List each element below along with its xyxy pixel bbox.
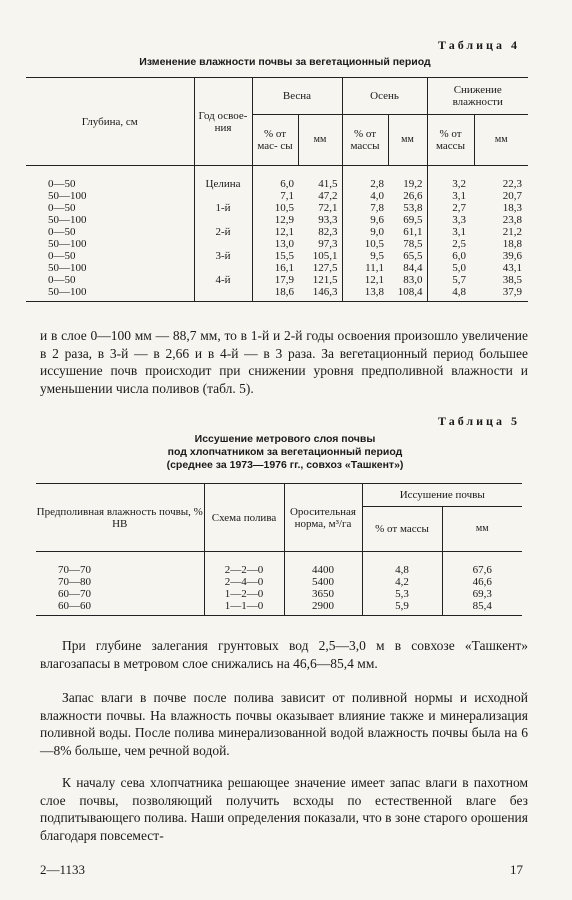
table-cell-depth: 50—100 xyxy=(26,214,194,226)
table-cell-year xyxy=(194,214,252,226)
table-cell-d_mm: 39,6 xyxy=(502,250,522,262)
table-cell-s_pct: 15,5 xyxy=(274,250,294,262)
table-cell-a_pct: 12,1 xyxy=(364,274,384,286)
table-cell-s_mm: 41,5 xyxy=(298,166,342,191)
table-cell-d_mm: 18,3 xyxy=(502,202,522,214)
table-cell-norm: 4400 xyxy=(284,552,362,577)
table-row xyxy=(26,274,528,286)
paragraph-1: и в слое 0—100 мм — 88,7 мм, то в 1-й и 2-й годы освоения произошло увеличение в 2 раза, в 3-й — в 2,66 и в 4-й — в 3 раза. За вегетационный период большее иссушение почв происходит при снижении уровня предполивной влажности и уменьшении числа поливов (табл. 5). xyxy=(40,328,528,396)
table5-title-line-1: Иссушение метрового слоя почвы xyxy=(194,433,376,445)
table-cell-a_mm: 53,8 xyxy=(388,202,427,214)
table-cell-depth: 50—100 xyxy=(26,262,194,274)
table4-header-autumn-pct: % от массы xyxy=(342,115,388,166)
table4-header-year: Год освое- ния xyxy=(194,78,252,166)
table5-header-pct: % от массы xyxy=(362,507,442,552)
table-cell-depth: 0—50 xyxy=(26,250,194,262)
table-row xyxy=(26,238,528,250)
table-cell-s_mm: 97,3 xyxy=(298,238,342,250)
table-cell-a_pct: 9,0 xyxy=(370,226,384,238)
table-cell-pre: 60—70 xyxy=(36,588,204,600)
table5-header-scheme: Схема полива xyxy=(204,484,284,552)
table-cell-year xyxy=(194,286,252,302)
table-cell-mm: 69,3 xyxy=(472,588,492,600)
table-cell-pct: 4,2 xyxy=(362,576,442,588)
table-cell-d_mm: 21,2 xyxy=(502,226,522,238)
table-row xyxy=(26,226,528,238)
table-cell-s_mm: 121,5 xyxy=(298,274,342,286)
table-cell-a_mm: 69,5 xyxy=(388,214,427,226)
table-cell-a_mm: 26,6 xyxy=(388,190,427,202)
table-cell-year: 4-й xyxy=(194,274,252,286)
table-cell-a_mm: 65,5 xyxy=(388,250,427,262)
table5-header-mm: мм xyxy=(442,507,522,552)
table-cell-s_pct: 16,1 xyxy=(274,262,294,274)
table4-header-spring-pct: % от мас- сы xyxy=(252,115,298,166)
table-cell-s_pct: 12,1 xyxy=(274,226,294,238)
table-cell-d_pct: 3,2 xyxy=(452,178,466,190)
table-cell-s_mm: 93,3 xyxy=(298,214,342,226)
table-cell-a_pct: 13,8 xyxy=(364,286,384,298)
table-cell-s_mm: 105,1 xyxy=(298,250,342,262)
table-cell-d_pct: 3,3 xyxy=(452,214,466,226)
table-cell-a_pct: 10,5 xyxy=(364,238,384,250)
table-cell-d_pct: 5,7 xyxy=(452,274,466,286)
table-cell-d_mm: 38,5 xyxy=(502,274,522,286)
table-cell-s_mm: 72,1 xyxy=(298,202,342,214)
table-cell-depth: 50—100 xyxy=(26,190,194,202)
printer-signature: 2—1133 xyxy=(40,862,86,877)
table-cell-s_mm: 82,3 xyxy=(298,226,342,238)
table4-caption: Таблица 4 xyxy=(438,38,520,52)
table-cell-s_mm: 127,5 xyxy=(298,262,342,274)
table-cell-depth: 50—100 xyxy=(26,286,194,302)
table5-header-pre: Предполивная влажность почвы, % НВ xyxy=(36,484,204,552)
table-cell-s_pct: 17,9 xyxy=(274,274,294,286)
table4-header-autumn: Осень xyxy=(342,78,427,115)
table-cell-norm: 3650 xyxy=(284,588,362,600)
table5-title-line-3: (среднее за 1973—1976 гг., совхоз «Ташкент») xyxy=(166,459,404,471)
table-cell-year: Целина xyxy=(194,166,252,191)
table4-header-autumn-mm: мм xyxy=(388,115,427,166)
table-cell-depth: 0—50 xyxy=(26,202,194,214)
table-cell-d_pct: 3,1 xyxy=(452,226,466,238)
table-cell-d_pct: 6,0 xyxy=(452,250,466,262)
table-row xyxy=(36,588,522,600)
table-cell-year xyxy=(194,262,252,274)
table-row xyxy=(26,262,528,274)
table4-header-decrease-pct: % от массы xyxy=(427,115,474,166)
table-cell-a_mm: 84,4 xyxy=(388,262,427,274)
table-row xyxy=(26,190,528,202)
paragraph-4: К началу сева хлопчатника решающее значение имеет запас влаги в пахотном слое почвы, позволяющий получить всходы по естественной влаге без подпитывающего полива. Наши определения показали, что в зоне старого орошения благодаря повсемест- xyxy=(40,775,528,843)
table-cell-year: 2-й xyxy=(194,226,252,238)
table-cell-mm: 46,6 xyxy=(472,576,492,588)
table-cell-year xyxy=(194,238,252,250)
table-cell-s_pct: 12,9 xyxy=(274,214,294,226)
table-cell-s_pct: 13,0 xyxy=(274,238,294,250)
table-cell-s_pct: 10,5 xyxy=(274,202,294,214)
table-cell-pre: 70—80 xyxy=(36,576,204,588)
table-cell-depth: 0—50 xyxy=(26,226,194,238)
table5-header-drying: Иссушение почвы xyxy=(362,484,522,507)
table4-header-spring: Весна xyxy=(252,78,342,115)
table-cell-pct: 4,8 xyxy=(362,552,442,577)
table-cell-pre: 60—60 xyxy=(36,600,204,616)
table-row xyxy=(26,202,528,214)
paragraph-2: При глубине залегания грунтовых вод 2,5—3,0 м в совхозе «Ташкент» влагозапасы в метровом слое снижались на 46,6—85,4 мм. xyxy=(40,638,528,671)
table-cell-d_mm: 22,3 xyxy=(502,178,522,190)
table-cell-depth: 0—50 xyxy=(26,274,194,286)
table-row xyxy=(36,600,522,616)
table-cell-a_mm: 108,4 xyxy=(388,286,427,302)
table-cell-norm: 5400 xyxy=(284,576,362,588)
table-cell-a_pct: 11,1 xyxy=(365,262,384,274)
table4-title: Изменение влажности почвы за вегетационный период xyxy=(139,56,431,68)
table-cell-s_pct: 6,0 xyxy=(280,178,294,190)
table-cell-year: 1-й xyxy=(194,202,252,214)
table-cell-year xyxy=(194,190,252,202)
paragraph-3: Запас влаги в почве после полива зависит от поливной нормы и исходной влажности почвы. На влажность почвы оказывает влияние также и минерализация поливной воды. После полива минерализованной водой влажность почвы была на 6—8% больше, чем речной водой. xyxy=(40,690,528,758)
table-cell-scheme: 1—2—0 xyxy=(204,588,284,600)
table-cell-d_mm: 23,8 xyxy=(502,214,522,226)
table-cell-a_mm: 78,5 xyxy=(388,238,427,250)
table-cell-d_mm: 20,7 xyxy=(502,190,522,202)
table-cell-mm: 67,6 xyxy=(472,564,492,576)
page-number: 17 xyxy=(510,862,523,877)
table4-header-decrease: Снижение влажности xyxy=(427,78,528,115)
table4 xyxy=(26,77,528,302)
table-cell-a_mm: 19,2 xyxy=(388,166,427,191)
table-cell-scheme: 1—1—0 xyxy=(204,600,284,616)
table4-header-depth: Глубина, см xyxy=(26,78,194,166)
table5-header-norm: Оросительная норма, м³/га xyxy=(284,484,362,552)
table-row xyxy=(26,214,528,226)
table-cell-s_pct: 18,6 xyxy=(274,286,294,298)
table-cell-scheme: 2—2—0 xyxy=(204,552,284,577)
table-cell-scheme: 2—4—0 xyxy=(204,576,284,588)
table-cell-d_mm: 37,9 xyxy=(502,286,522,298)
table-cell-d_mm: 43,1 xyxy=(502,262,522,274)
table-cell-pre: 70—70 xyxy=(36,552,204,577)
table-row xyxy=(26,286,528,302)
table-cell-depth: 50—100 xyxy=(26,238,194,250)
table-cell-mm: 85,4 xyxy=(472,600,492,612)
table-cell-norm: 2900 xyxy=(284,600,362,616)
table5 xyxy=(36,483,522,616)
table-cell-a_pct: 4,0 xyxy=(370,190,384,202)
table-cell-a_pct: 2,8 xyxy=(370,178,384,190)
table-row xyxy=(36,552,522,577)
table-cell-s_pct: 7,1 xyxy=(280,190,294,202)
table-cell-a_pct: 7,8 xyxy=(370,202,384,214)
table-cell-a_pct: 9,5 xyxy=(370,250,384,262)
table-row xyxy=(26,166,528,191)
table-cell-a_pct: 9,6 xyxy=(370,214,384,226)
table-cell-depth: 0—50 xyxy=(26,166,194,191)
table5-caption: Таблица 5 xyxy=(438,414,520,428)
table-cell-year: 3-й xyxy=(194,250,252,262)
table-cell-d_pct: 4,8 xyxy=(452,286,466,298)
table-cell-d_pct: 5,0 xyxy=(452,262,466,274)
table4-header-spring-mm: мм xyxy=(298,115,342,166)
table-cell-pct: 5,9 xyxy=(362,600,442,616)
table-row xyxy=(26,250,528,262)
table-cell-a_mm: 83,0 xyxy=(388,274,427,286)
table4-header-decrease-mm: мм xyxy=(474,115,528,166)
table5-title-line-2: под хлопчатником за вегетационный период xyxy=(167,446,403,458)
table-cell-pct: 5,3 xyxy=(362,588,442,600)
table-cell-a_mm: 61,1 xyxy=(388,226,427,238)
table-cell-s_mm: 47,2 xyxy=(298,190,342,202)
table-cell-d_pct: 3,1 xyxy=(452,190,466,202)
table-cell-d_pct: 2,5 xyxy=(452,238,466,250)
table-cell-d_pct: 2,7 xyxy=(452,202,466,214)
table-cell-s_mm: 146,3 xyxy=(298,286,342,302)
table-cell-d_mm: 18,8 xyxy=(502,238,522,250)
table-row xyxy=(36,576,522,588)
